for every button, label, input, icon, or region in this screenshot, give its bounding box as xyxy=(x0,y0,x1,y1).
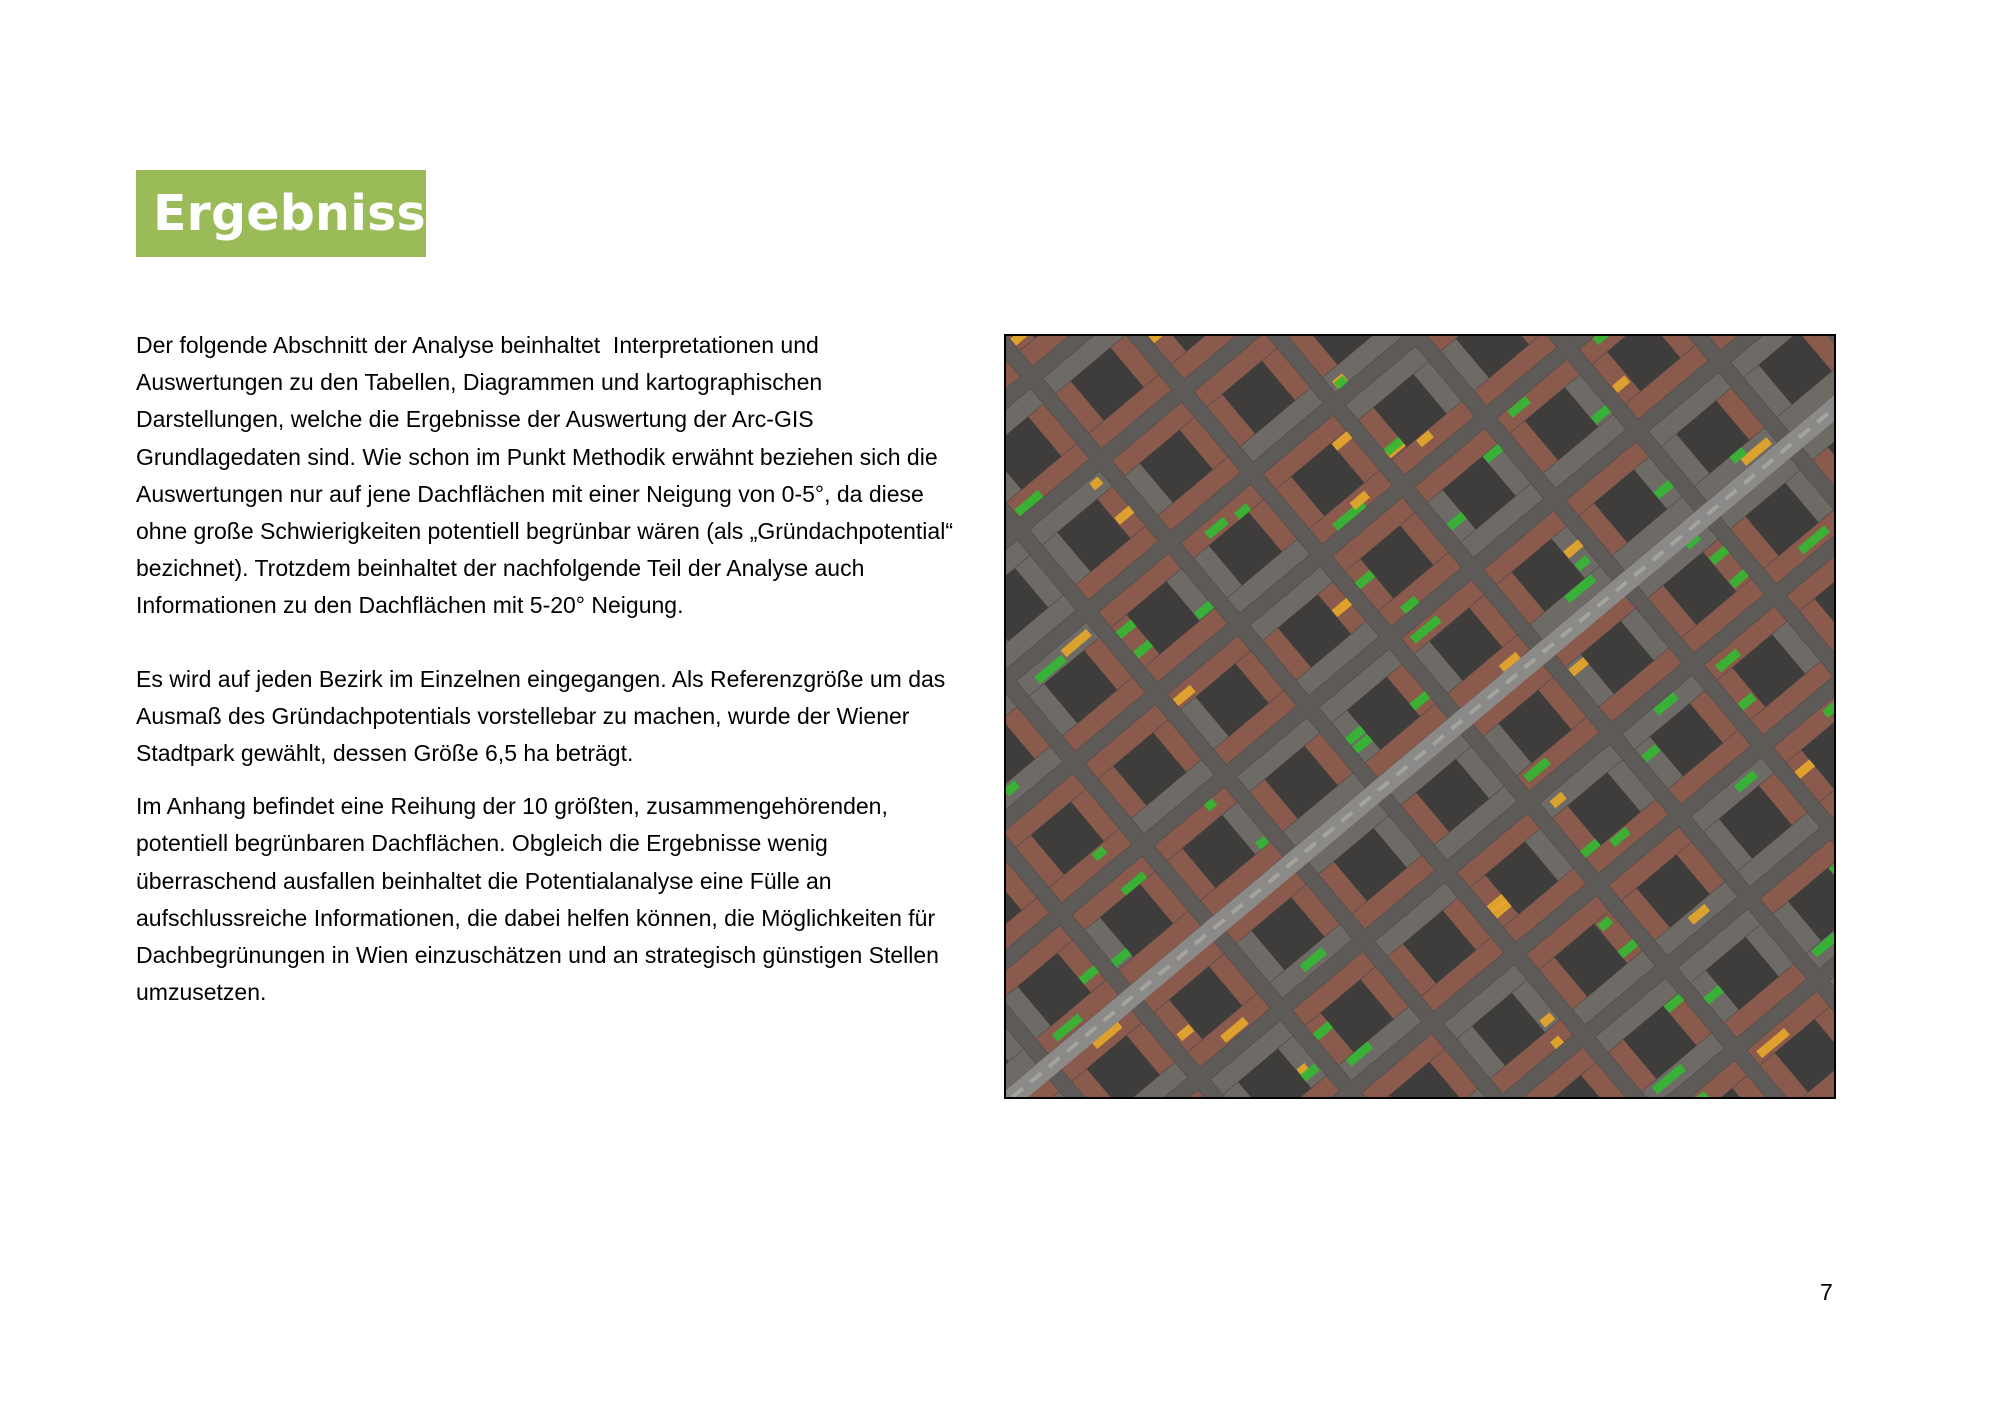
section-heading-box xyxy=(136,170,460,257)
paragraph-appendix: Im Anhang befindet eine Reihung der 10 größten, zusammengehörenden, potentiell begrünbaren Dachflächen. Obgleich die Ergebnisse wenig überraschend ausfallen beinhaltet die Potentialanalyse eine Fülle an aufschlussreiche Informationen, die dabei helfen können, die Möglichkeiten für Dachbegrünungen in Wien einzuschätzen und an strategisch günstigen Stellen umzusetzen. xyxy=(136,793,946,1006)
aerial-map-figure xyxy=(1004,334,1836,1099)
page-number: 7 xyxy=(1820,1279,1833,1305)
paragraph-districts: Es wird auf jeden Bezirk im Einzelnen eingegangen. Als Referenzgröße um das Ausmaß des Gründachpotentials vorstellebar zu machen, wurde der Wiener Stadtpark gewählt, dessen Größe 6,5 ha beträgt. xyxy=(136,665,951,767)
body-text xyxy=(136,327,966,1011)
paragraph-intro: Der folgende Abschnitt der Analyse beinhaltet Interpretationen und Auswertungen zu den Tabellen, Diagrammen und kartographischen Darstellungen, welche die Ergebnisse der Auswertung der Arc-GIS Grundlagedaten sind. Wie schon im Punkt Methodik erwähnt beziehen sich die Auswertungen nur auf jene Dachflächen mit einer Neigung von 0-5°, da diese ohne große Schwierigkeiten potentiell begrünbar wären (als „Gründachpotential“ bezichnet). Trotzdem beinhaltet der nachfolgende Teil der Analyse auch Informationen zu den Dachflächen mit 5-20° Neigung. xyxy=(136,332,960,619)
aerial-map-image xyxy=(1006,336,1834,1097)
section-title: Ergebnisse xyxy=(153,185,460,242)
